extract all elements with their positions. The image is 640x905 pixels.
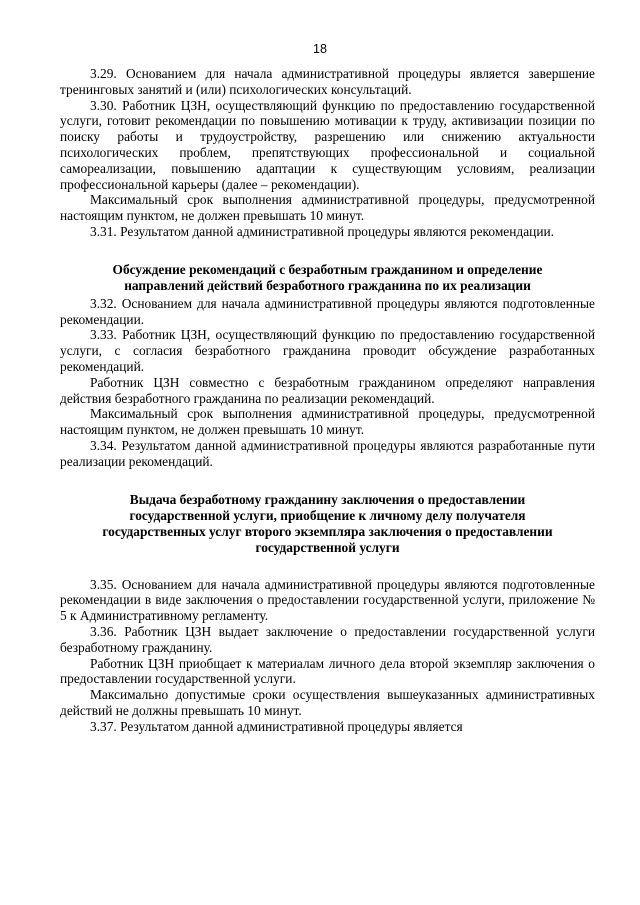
paragraph-max-time: Максимальный срок выполнения административной процедуры, предусмотренной настоящим пунктом, не должен превышать 10 минут. bbox=[60, 192, 595, 224]
document-body bbox=[60, 66, 595, 735]
paragraph-3-37: 3.37. Результатом данной административной процедуры является bbox=[90, 718, 463, 734]
paragraph-joint-directions: Работник ЦЗН совместно с безработным гражданином определяют направления действия безработного гражданина по реализации рекомендаций. bbox=[60, 374, 595, 406]
page-number: 18 bbox=[313, 42, 327, 56]
paragraph-3-33: 3.33. Работник ЦЗН, осуществляющий функцию по предоставлению государственной услуги, с согласия безработного гражданина проводит обсуждение разработанных рекомендаций. bbox=[60, 327, 595, 374]
paragraph-3-36: 3.36. Работник ЦЗН выдает заключение о предоставлении государственной услуги безработному гражданину. bbox=[60, 623, 595, 655]
paragraph-3-29: 3.29. Основанием для начала административной процедуры является завершение тренинговых занятий и (или) психологических консультаций. bbox=[60, 66, 595, 97]
paragraph-3-32: 3.32. Основанием для начала административной процедуры являются подготовленные рекомендации. bbox=[60, 295, 595, 327]
paragraph-3-31: 3.31. Результатом данной административной процедуры являются рекомендации. bbox=[90, 223, 555, 239]
section-heading-discussion: Обсуждение рекомендаций с безработным гражданином и определение направлений действий безработного гражданина по их реализации bbox=[112, 261, 543, 293]
paragraph-max-time: Максимальный срок выполнения административной процедуры, предусмотренной настоящим пунктом, не должен превышать 10 минут. bbox=[60, 406, 595, 438]
paragraph-max-time: Максимально допустимые сроки осуществления вышеуказанных административных действий не должны превышать 10 минут. bbox=[60, 687, 595, 718]
paragraph-attach-copy: Работник ЦЗН приобщает к материалам личного дела второй экземпляр заключения о предоставлении государственной услуги. bbox=[60, 655, 595, 687]
paragraph-3-35: 3.35. Основанием для начала административной процедуры являются подготовленные рекомендации в виде заключения о предоставлении государственной услуги, приложение № 5 к Административному регламенту. bbox=[60, 576, 595, 624]
paragraph-3-34: 3.34. Результатом данной административной процедуры являются разработанные пути реализации рекомендаций. bbox=[60, 437, 595, 469]
paragraph-3-30: 3.30. Работник ЦЗН, осуществляющий функцию по предоставлению государственной услуги, готовит рекомендации по повышению мотивации к труду, активизации позиции по поиску работы и трудоустройству, разрешению или снижению актуальности психологических проблем, препятствующих профессиональной и социальной самореализации, повышению адаптации к существующим условиям, реализации профессиональной карьеры (далее – рекомендации). bbox=[60, 97, 595, 192]
section-heading-issuance: Выдача безработному гражданину заключения о предоставлении государственной услуги, приобщение к личному делу получателя государственных услуг второго экземпляра заключения о предоставлении государственной услуги bbox=[102, 491, 553, 555]
